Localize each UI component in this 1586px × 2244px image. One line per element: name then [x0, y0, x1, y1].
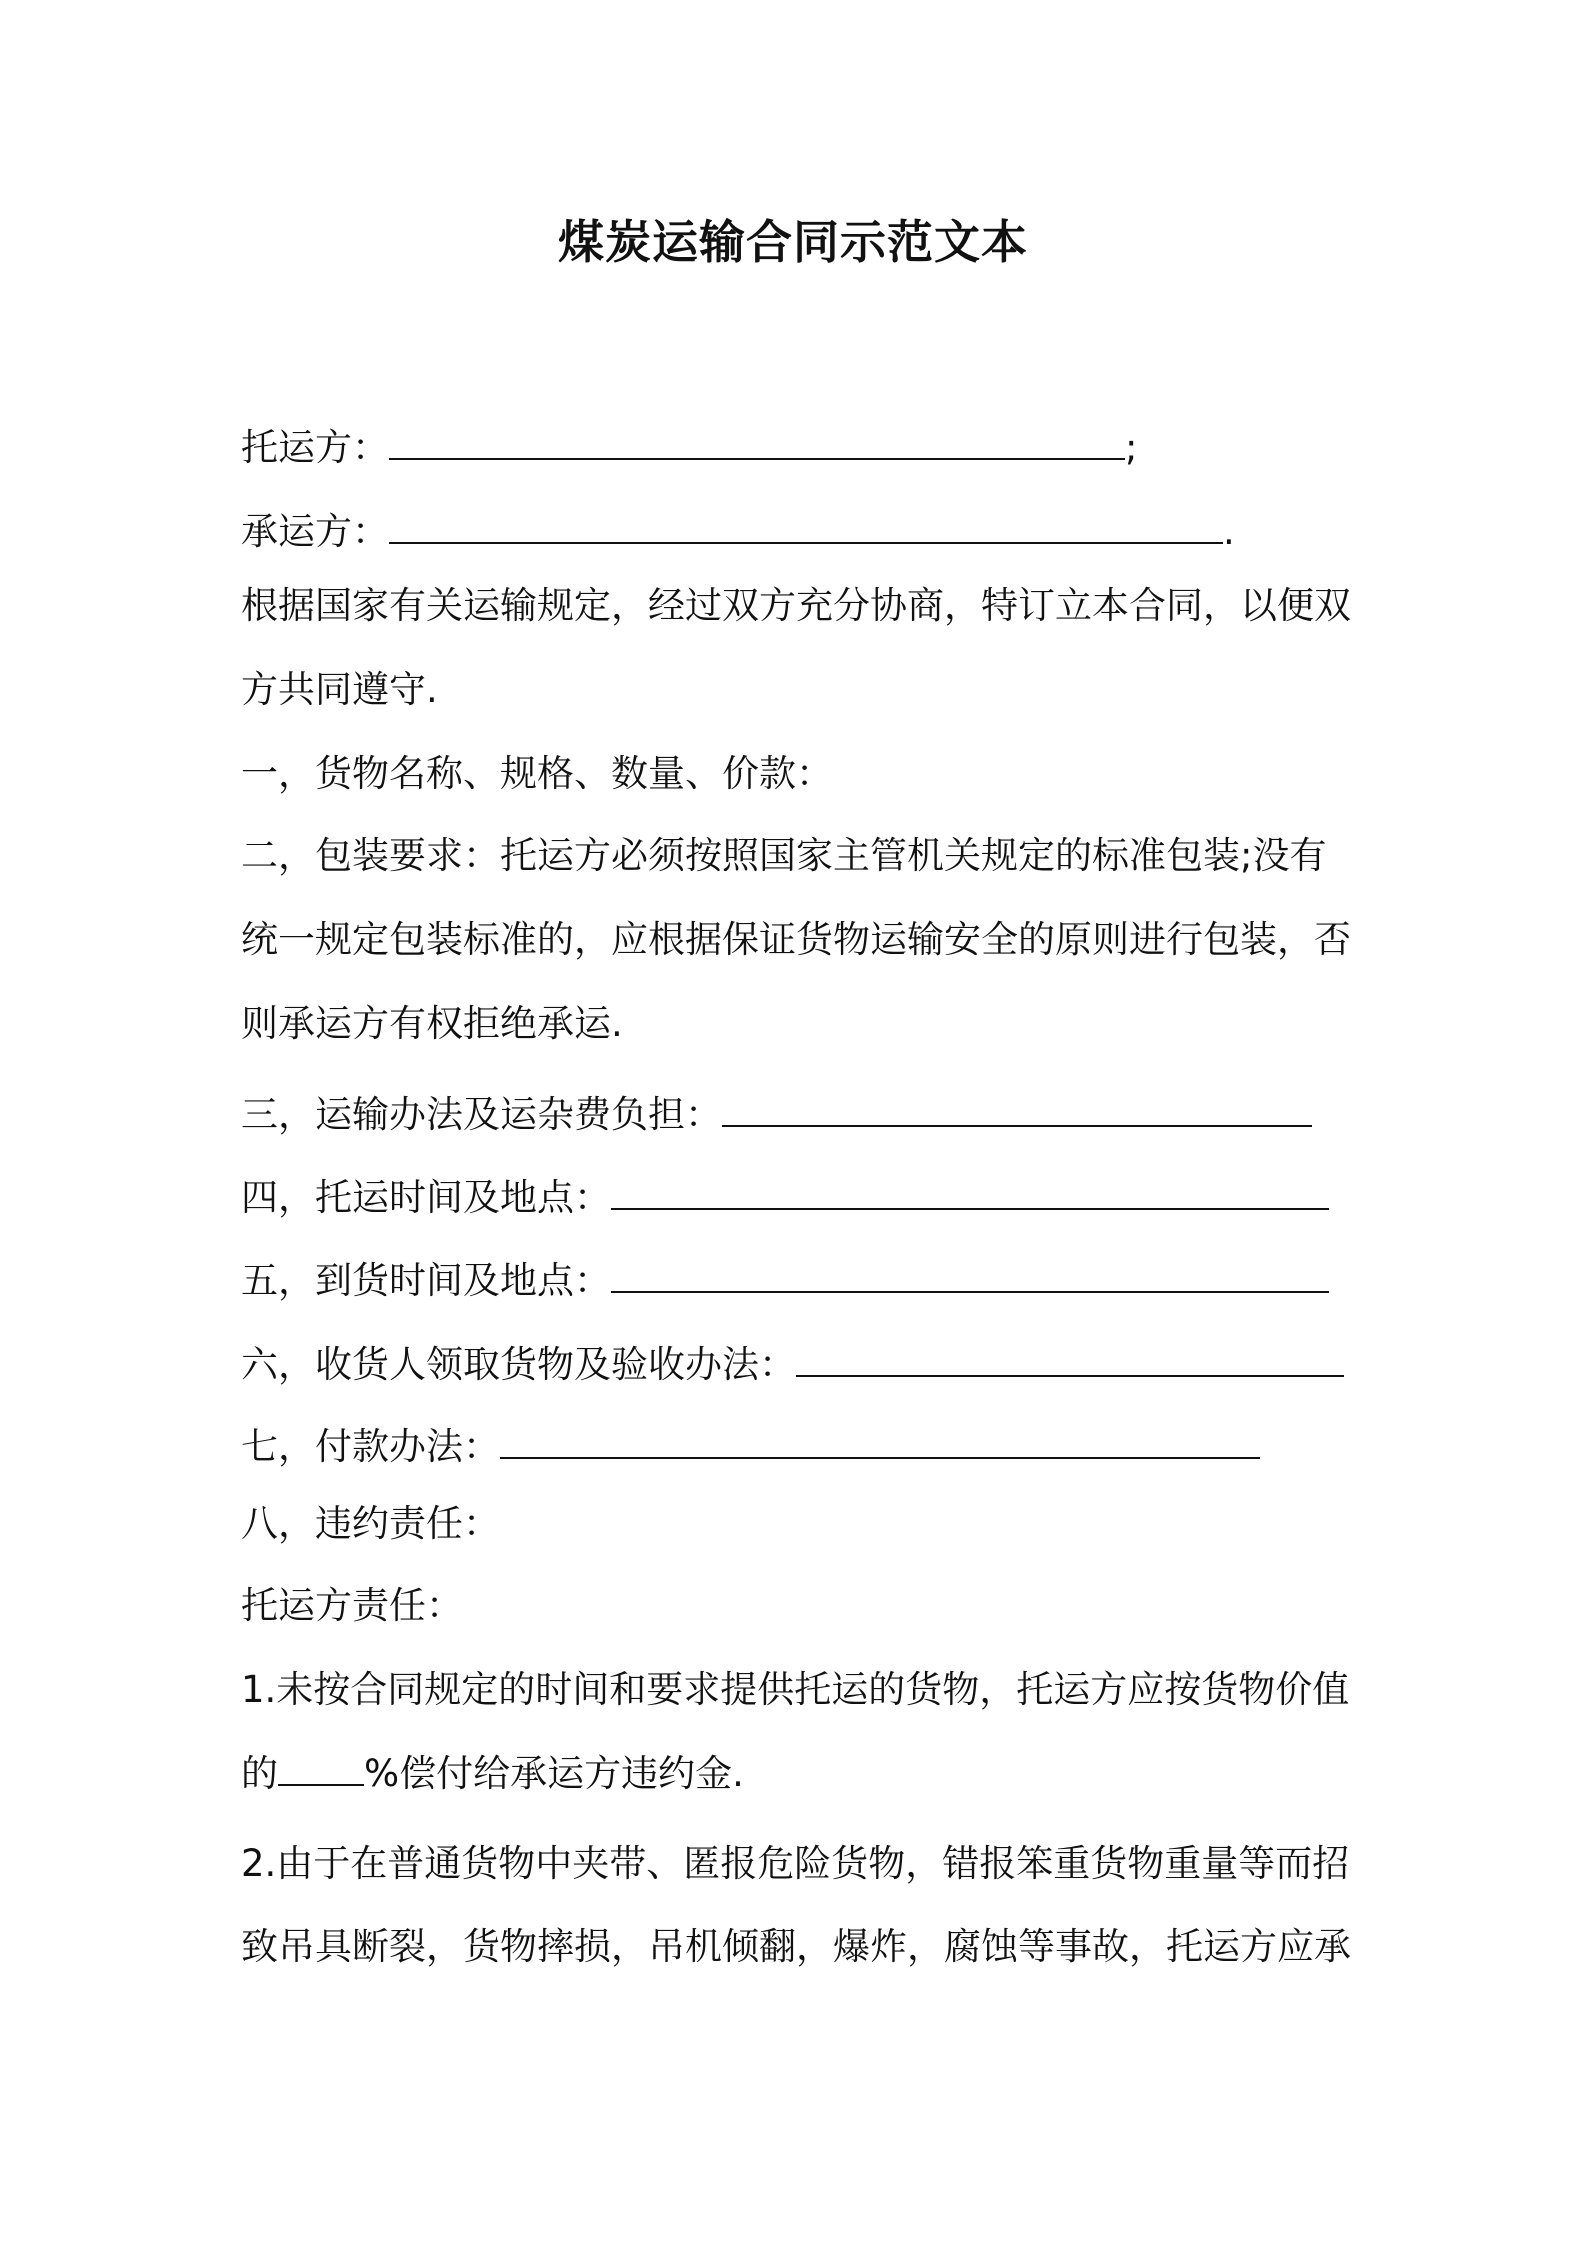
- intro-line-2: 方共同遵守.: [241, 668, 438, 711]
- clause-7-blank[interactable]: [500, 1425, 1260, 1459]
- item-1-pre: 的: [241, 1752, 278, 1795]
- clause-2-line-3: 则承运方有权拒绝承运.: [241, 1002, 623, 1045]
- shipper-blank[interactable]: [389, 426, 1125, 460]
- carrier-end: .: [1223, 510, 1235, 553]
- clause-2-line-2: 统一规定包装标准的，应根据保证货物运输安全的原则进行包装，否: [241, 918, 1351, 961]
- shipper-end: ;: [1125, 426, 1138, 469]
- clause-6-line: [241, 1339, 1361, 1391]
- item-1-post: %偿付给承运方违约金.: [364, 1752, 744, 1795]
- document-title: 煤炭运输合同示范文本: [558, 215, 1028, 269]
- clause-5-label: 五，到货时间及地点：: [241, 1259, 611, 1302]
- clause-5-blank[interactable]: [611, 1259, 1329, 1293]
- carrier-blank[interactable]: [389, 510, 1223, 544]
- clause-8: 八，违约责任：: [241, 1502, 500, 1545]
- percent-blank[interactable]: [278, 1752, 364, 1786]
- item-1-line-2: [241, 1748, 1361, 1800]
- clause-6-blank[interactable]: [796, 1343, 1344, 1377]
- clause-6-label: 六，收货人领取货物及验收办法：: [241, 1343, 796, 1386]
- carrier-label: 承运方：: [241, 510, 389, 553]
- clause-2-line-1: 二，包装要求：托运方必须按照国家主管机关规定的标准包装;没有: [241, 834, 1327, 877]
- clause-4-line: [241, 1172, 1361, 1224]
- clause-7-line: [241, 1421, 1361, 1473]
- intro-line-1: 根据国家有关运输规定，经过双方充分协商，特订立本合同，以便双: [241, 584, 1351, 627]
- item-2-line-1: 2.由于在普通货物中夹带、匿报危险货物，错报笨重货物重量等而招: [241, 1842, 1350, 1885]
- clause-3-label: 三，运输办法及运杂费负担：: [241, 1093, 722, 1136]
- shipper-liability-heading: 托运方责任：: [241, 1584, 463, 1627]
- item-2-line-2: 致吊具断裂，货物摔损，吊机倾翻，爆炸，腐蚀等事故，托运方应承: [241, 1925, 1351, 1968]
- shipper-label: 托运方：: [241, 426, 389, 469]
- clause-3-line: [241, 1089, 1361, 1141]
- clause-7-label: 七，付款办法：: [241, 1425, 500, 1468]
- carrier-line: [241, 506, 1361, 558]
- clause-4-label: 四，托运时间及地点：: [241, 1176, 611, 1219]
- item-1-line-1: 1.未按合同规定的时间和要求提供托运的货物，托运方应按货物价值: [241, 1668, 1350, 1711]
- clause-5-line: [241, 1255, 1361, 1307]
- clause-3-blank[interactable]: [722, 1093, 1312, 1127]
- clause-1: 一，货物名称、规格、数量、价款：: [241, 752, 833, 795]
- clause-4-blank[interactable]: [611, 1176, 1329, 1210]
- shipper-line: [241, 422, 1361, 474]
